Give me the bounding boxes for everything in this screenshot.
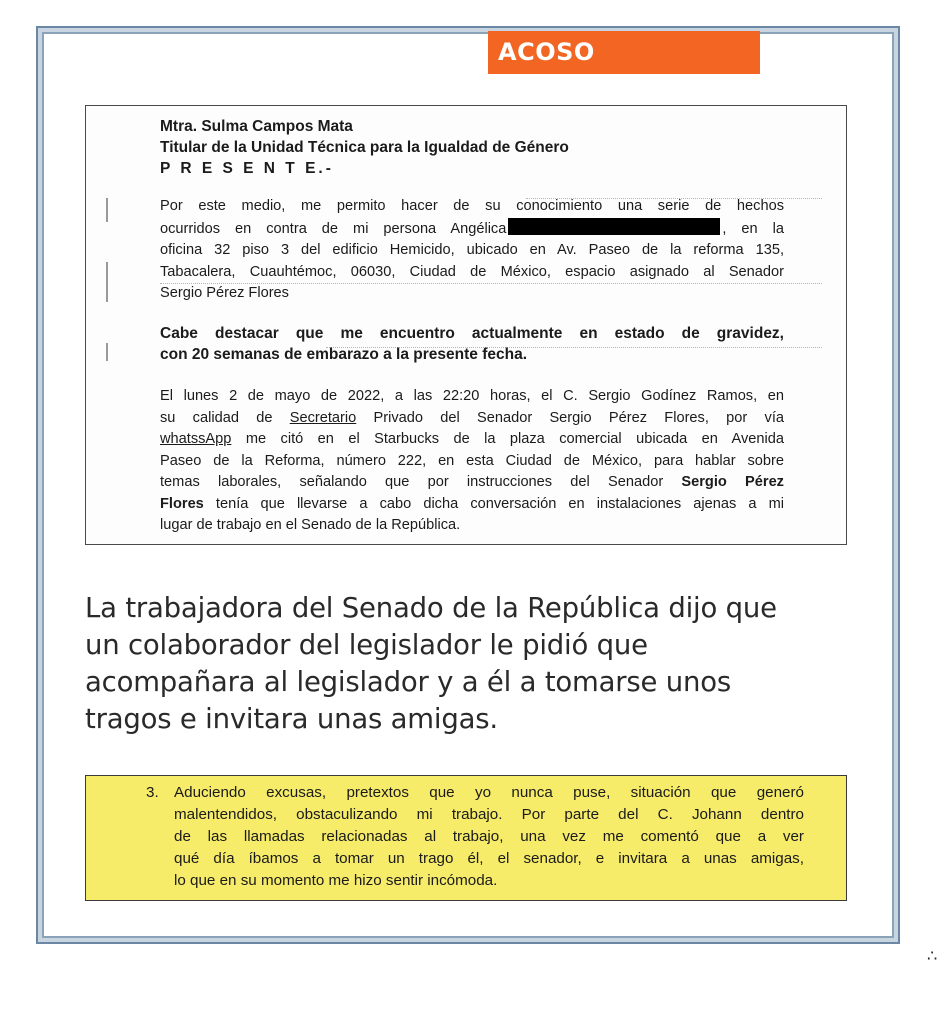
- text-fragment: ocurridos en contra de mi persona Angélica: [160, 220, 507, 237]
- redaction-bar: [508, 218, 720, 235]
- text-fragment: me citó en el Starbucks de la plaza comercial ubicada en Avenida: [231, 431, 784, 447]
- text-fragment: su calidad de: [160, 409, 290, 426]
- letter-header: [160, 116, 569, 179]
- text-line: Por este medio, me permito hacer de su conocimiento una serie de hechos: [160, 198, 784, 214]
- highlighted-excerpt: [85, 775, 847, 901]
- underlined-word: whatssApp: [160, 431, 232, 447]
- recipient-name: Mtra. Sulma Campos Mata: [160, 118, 353, 135]
- excerpt-line: malentendidos, obstaculizando mi trabajo. Por parte del C. Johann dentro: [174, 806, 804, 823]
- text-line: [160, 472, 784, 494]
- caption-line: un colaborador del legislador le pidió que: [85, 629, 648, 661]
- excerpt-line: Aduciendo excusas, pretextos que yo nunca puse, situación que generó: [174, 784, 804, 801]
- item-number: 3.: [146, 784, 159, 801]
- paragraph-pregnancy: [160, 323, 784, 365]
- text-line: Cabe destacar que me encuentro actualmente en estado de gravidez,: [160, 325, 784, 342]
- bold-name: Sergio Pérez: [681, 474, 784, 490]
- caption-line: acompañara al legislador y a él a tomarse unos: [85, 666, 731, 698]
- recipient-title: Titular de la Unidad Técnica para la Igualdad de Género: [160, 139, 569, 156]
- text-line: [160, 408, 784, 430]
- text-line: [160, 429, 784, 451]
- excerpt-line: qué día íbamos a tomar un trago él, el senador, e invitara a unas amigas,: [174, 850, 804, 867]
- text-fragment: , en la: [722, 220, 785, 237]
- margin-mark: [106, 198, 108, 222]
- caption-line: tragos e invitara unas amigas.: [85, 703, 498, 735]
- corner-dots-icon: ∴: [927, 946, 938, 965]
- text-fragment: temas laborales, señalando que por instrucciones del Senador: [160, 474, 682, 490]
- bold-name: Flores: [160, 495, 204, 512]
- text-line: [160, 218, 784, 241]
- text-fragment: Privado del Senador Sergio Pérez Flores, por vía: [356, 409, 785, 426]
- text-line: oficina 32 piso 3 del edificio Hemicido, ubicado en Av. Paseo de la reforma 135,: [160, 242, 784, 258]
- underlined-word: Secretario: [289, 409, 357, 426]
- text-line: Sergio Pérez Flores: [160, 285, 289, 301]
- excerpt-line: de las llamadas relacionadas al trabajo, una vez me comentó que a ver: [174, 828, 804, 845]
- section-tag: ACOSO: [488, 31, 760, 74]
- text-line: [160, 494, 784, 516]
- text-line: Tabacalera, Cuauhtémoc, 06030, Ciudad de México, espacio asignado al Senador: [160, 263, 784, 280]
- margin-mark: [106, 262, 108, 302]
- paragraph-intro: [160, 196, 784, 305]
- text-line: Paseo de la Reforma, número 222, en esta Ciudad de México, para hablar sobre: [160, 452, 784, 469]
- excerpt-line: lo que en su momento me hizo sentir incómoda.: [174, 872, 498, 889]
- text-line: lugar de trabajo en el Senado de la República.: [160, 517, 461, 533]
- text-line: El lunes 2 de mayo de 2022, a las 22:20 horas, el C. Sergio Godínez Ramos, en: [160, 388, 784, 404]
- text-fragment: tenía que llevarse a cabo dicha conversación en instalaciones ajenas a mi: [203, 495, 784, 512]
- margin-mark: [106, 343, 108, 361]
- letter-scan: [85, 105, 847, 545]
- paragraph-incident: [160, 386, 784, 537]
- text-line: con 20 semanas de embarazo a la presente fecha.: [160, 346, 528, 363]
- caption-line: La trabajadora del Senado de la República dijo que: [85, 592, 777, 624]
- presente-line: P R E S E N T E.-: [160, 160, 334, 177]
- excerpt-body: [174, 782, 804, 892]
- article-caption: [85, 590, 865, 738]
